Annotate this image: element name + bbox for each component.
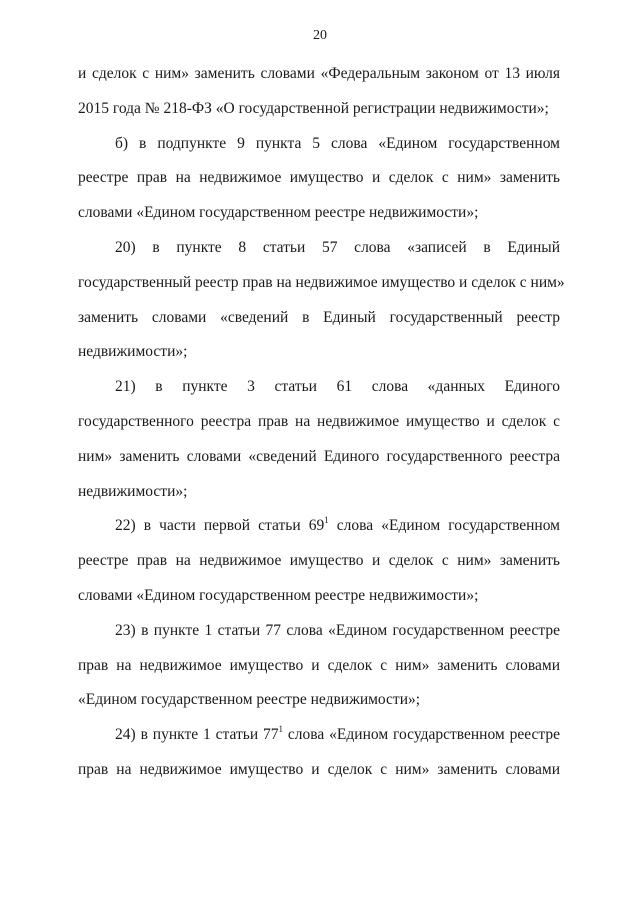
text-line: «Едином государственном реестре недвижимости»; [78,691,421,709]
text-line: заменить словами «сведений в Единый государственный реестр [78,308,560,326]
text-line: словами «Едином государственном реестре недвижимости»; [78,204,479,222]
text-line [78,509,560,544]
text-line [78,718,560,753]
superscript: 1 [324,515,329,526]
paragraph [78,370,560,509]
text-line: недвижимости»; [78,343,188,361]
text-line: реестре прав на недвижимое имущество и сделок с ним» заменить [78,169,560,187]
text-line: и сделок с ним» заменить словами «Федеральным законом от 13 июля [78,65,560,82]
text-fragment: слова «Едином государственном [328,517,560,535]
paragraph [78,614,560,718]
text-line: б) в подпункте 9 пункта 5 слова «Едином государственном [115,134,560,152]
paragraph [78,57,560,127]
text-fragment: 22) в части первой статьи 69 [115,517,325,535]
text-fragment: 24) в пункте 1 статьи 77 [115,726,279,744]
text-line: прав на недвижимое имущество и сделок с ним» заменить словами [78,760,560,778]
text-line: 23) в пункте 1 статьи 77 слова «Едином государственном реестре [115,621,560,639]
text-line: ним» заменить словами «сведений Единого государственного реестра [78,447,560,465]
paragraph [78,231,565,370]
text-line: государственного реестра прав на недвижимое имущество и сделок с [78,412,560,430]
text-line: прав на недвижимое имущество и сделок с ним» заменить словами [78,656,560,674]
text-line: реестре прав на недвижимое имущество и сделок с ним» заменить [78,552,560,570]
text-line: 21) в пункте 3 статьи 61 слова «данных Единого [115,378,560,396]
text-line: 20) в пункте 8 статьи 57 слова «записей в Единый [115,238,560,256]
paragraph [78,127,560,231]
document-body [78,57,565,788]
page-number: 20 [313,28,327,43]
text-line: государственный реестр прав на недвижимое имущество и сделок с ним» [78,273,565,291]
paragraph [78,718,560,788]
text-fragment: слова «Едином государственном реестре [283,726,560,744]
superscript: 1 [278,723,284,734]
text-line: словами «Едином государственном реестре недвижимости»; [78,586,479,604]
text-line: 2015 года № 218-ФЗ «О государственной регистрации недвижимости»; [78,99,549,117]
text-line: недвижимости»; [78,482,188,500]
paragraph [78,509,560,613]
